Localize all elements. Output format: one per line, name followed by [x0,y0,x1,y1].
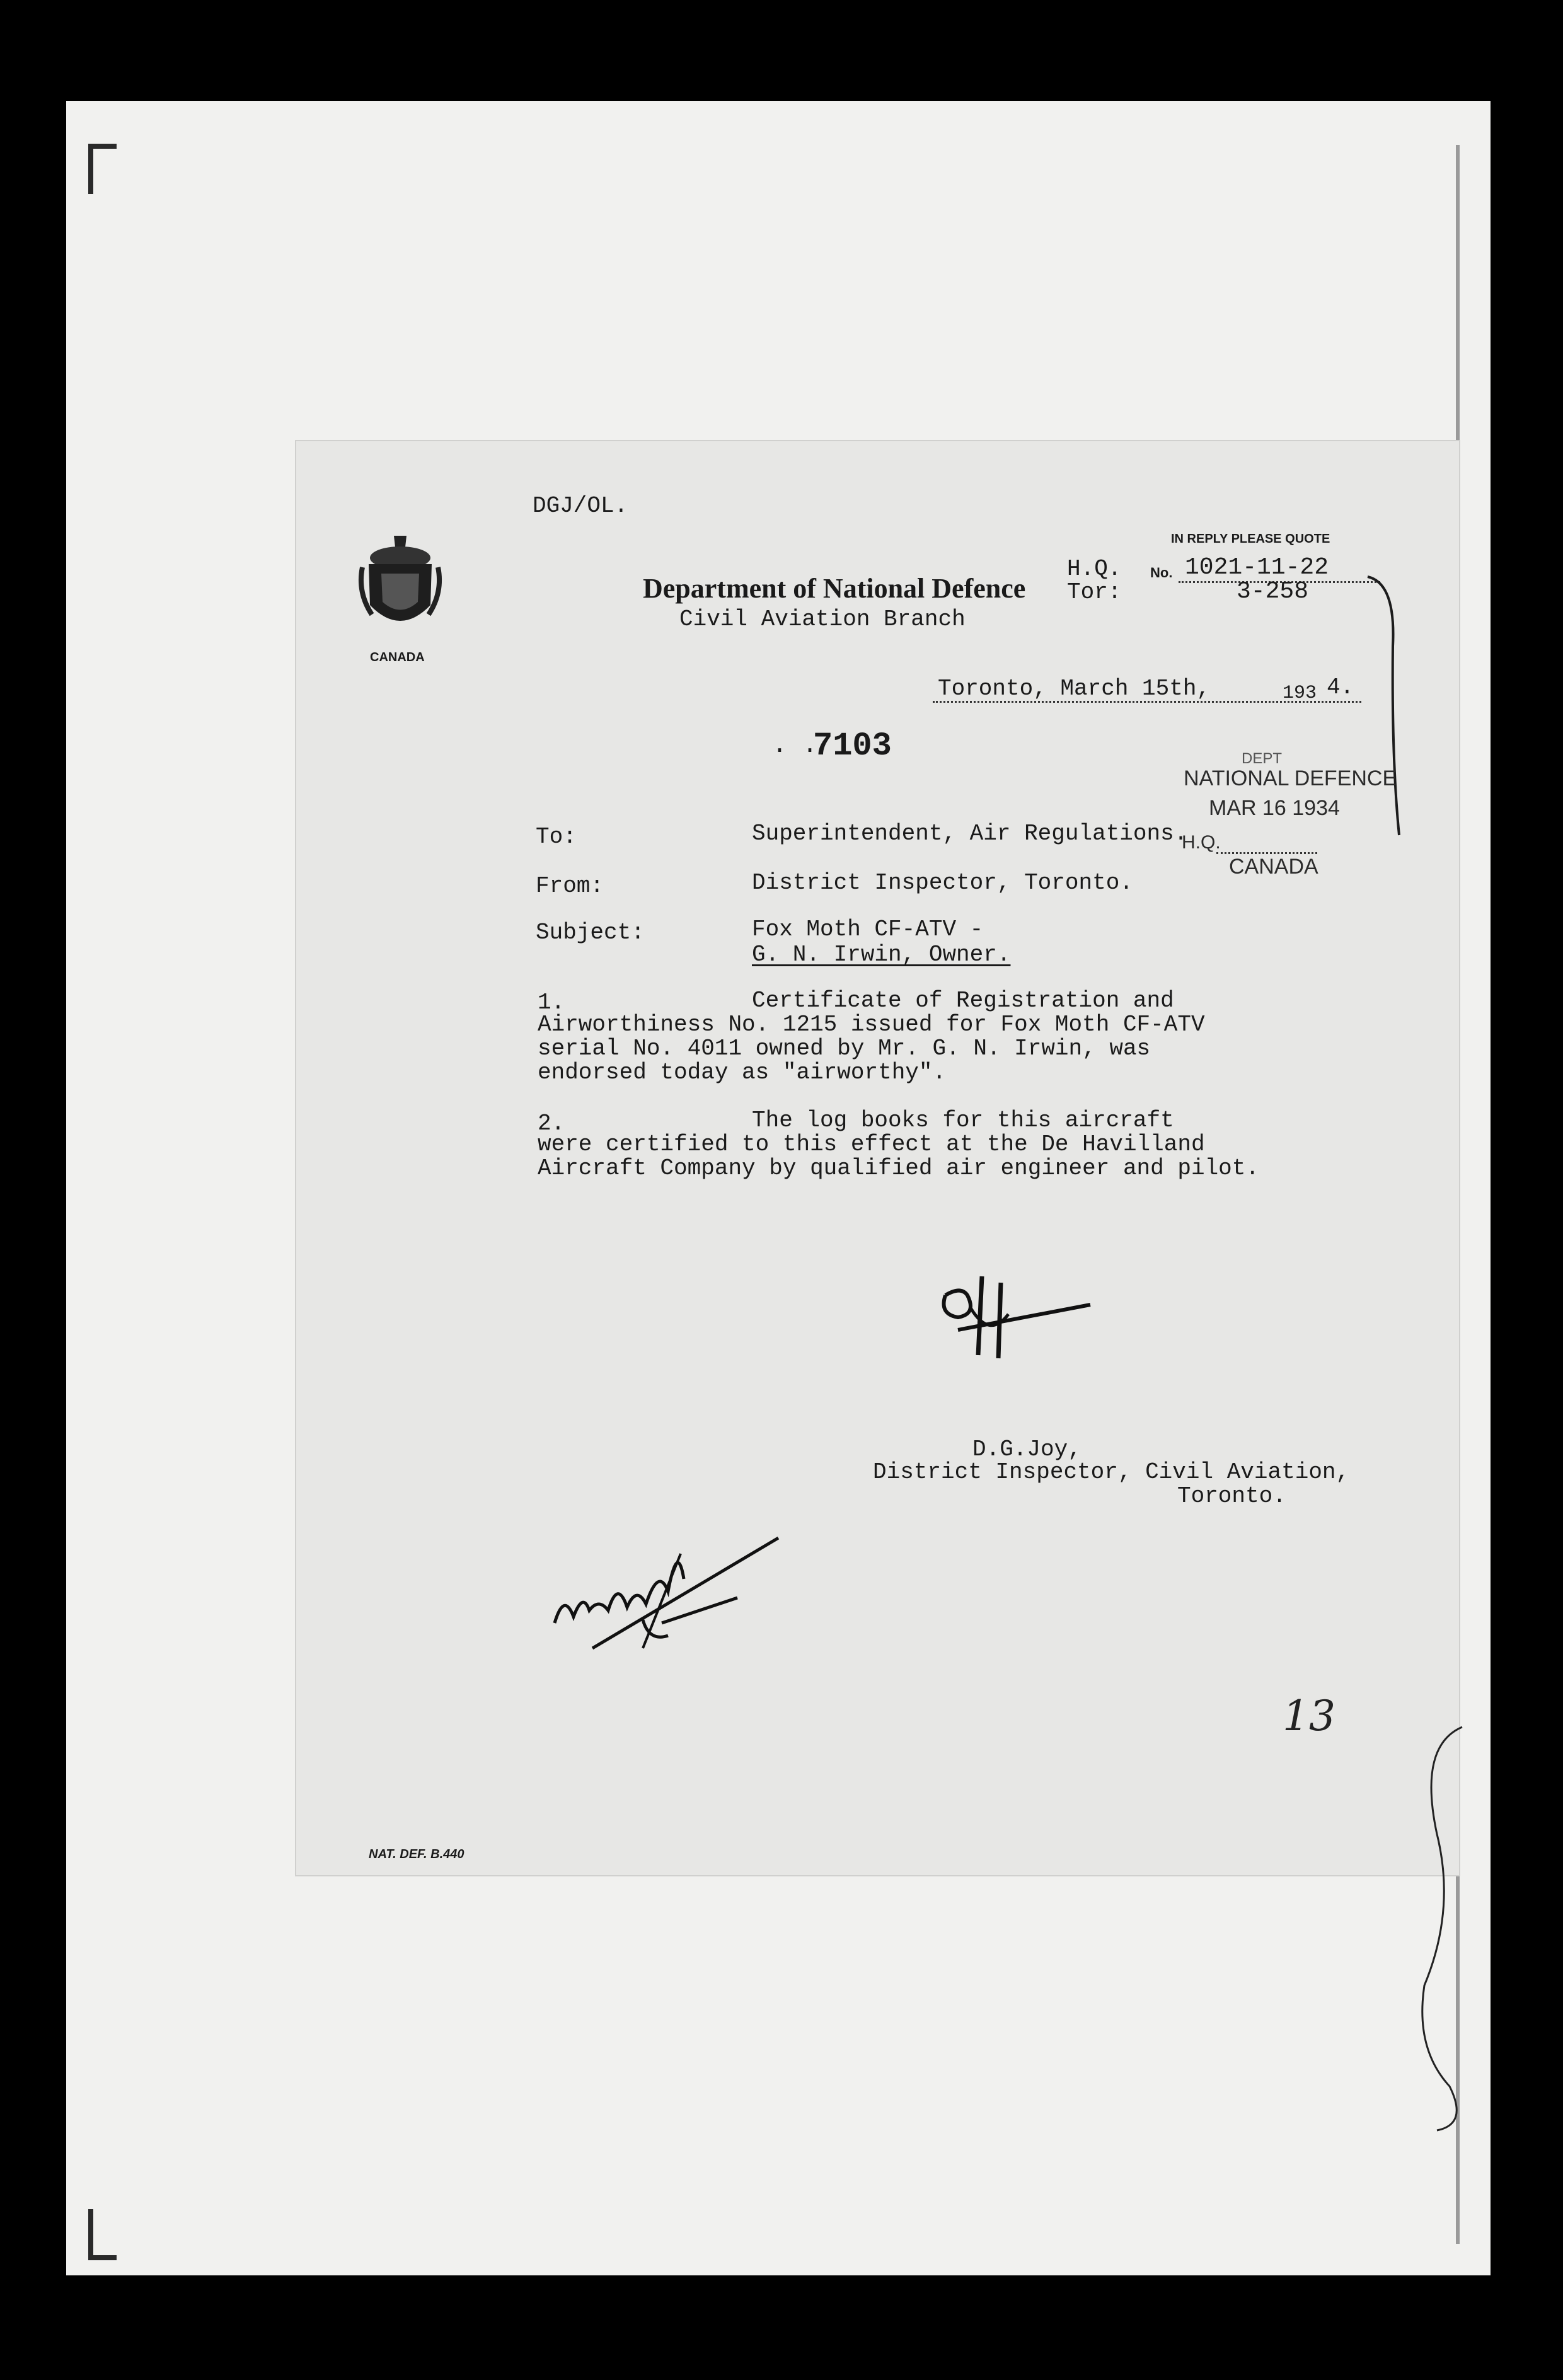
file-number-dots: · · [772,737,818,765]
handwritten-noted-annotation [548,1503,788,1661]
handwritten-signature [933,1270,1103,1365]
to-label: To: [536,824,577,850]
page-number: 13 [1283,1692,1335,1740]
crop-mark-top-left-h [88,144,117,149]
crop-mark-top-left [88,144,93,194]
signatory-city: Toronto. [1177,1483,1286,1509]
stamp-canada: CANADA [1229,855,1318,879]
stamp-hq: H.Q. [1182,832,1221,853]
subject-line-2: G. N. Irwin, Owner. [752,942,1011,968]
reply-quote-heading: IN REPLY PLEASE QUOTE [1171,532,1330,546]
paragraph-1-line-4: endorsed today as "airworthy". [538,1060,947,1085]
paragraph-1-line-3: serial No. 4011 owned by Mr. G. N. Irwin, was [538,1036,1151,1061]
file-number: 7103 [813,727,892,765]
from-value: District Inspector, Toronto. [752,870,1133,896]
signatory-title: District Inspector, Civil Aviation, [873,1459,1350,1485]
year-suffix: 4. [1327,674,1354,700]
department-title: Department of National Defence [643,573,1026,604]
binding-string [1412,1721,1481,2137]
stamp-national-defence: NATIONAL DEFENCE [1184,766,1397,790]
paragraph-1-number: 1. [538,990,565,1015]
to-value: Superintendent, Air Regulations. [752,821,1188,846]
paragraph-2-line-1: The log books for this aircraft [752,1107,1174,1133]
paragraph-1-line-2: Airworthiness No. 1215 issued for Fox Moth CF-ATV [538,1012,1205,1037]
place-date: Toronto, March 15th, [938,676,1211,702]
paragraph-2-line-2: were certified to this effect at the De Havilland [538,1131,1205,1157]
stamp-dept: DEPT [1242,750,1283,767]
paragraph-2-line-3: Aircraft Company by qualified air engineer and pilot. [538,1155,1259,1181]
from-label: From: [536,873,604,899]
subject-label: Subject: [536,920,645,945]
margin-bracket-mark [1361,570,1412,841]
crop-mark-bottom-left-h [88,2255,117,2260]
hq-label: H.Q. [1067,556,1122,582]
form-number: NAT. DEF. B.440 [369,1847,464,1861]
signatory-name: D.G.Joy, [972,1436,1081,1462]
no-label: No. [1150,565,1173,581]
year-prefix: 193 [1283,683,1317,704]
tor-label: Tor: [1067,579,1122,605]
tor-number: 3-258 [1237,578,1309,605]
hq-number: 1021-11-22 [1185,554,1329,581]
crest-icon [356,529,444,643]
paragraph-1-line-1: Certificate of Registration and [752,988,1174,1014]
paragraph-2-number: 2. [538,1111,565,1136]
branch-title: Civil Aviation Branch [679,606,966,632]
subject-line-1: Fox Moth CF-ATV - [752,916,984,942]
reference-code: DGJ/OL. [533,493,628,519]
stamp-dotted-line [1216,852,1317,854]
crop-mark-bottom-left [88,2209,93,2260]
stamp-date: MAR 16 1934 [1209,796,1340,820]
crest-label: CANADA [370,650,425,664]
